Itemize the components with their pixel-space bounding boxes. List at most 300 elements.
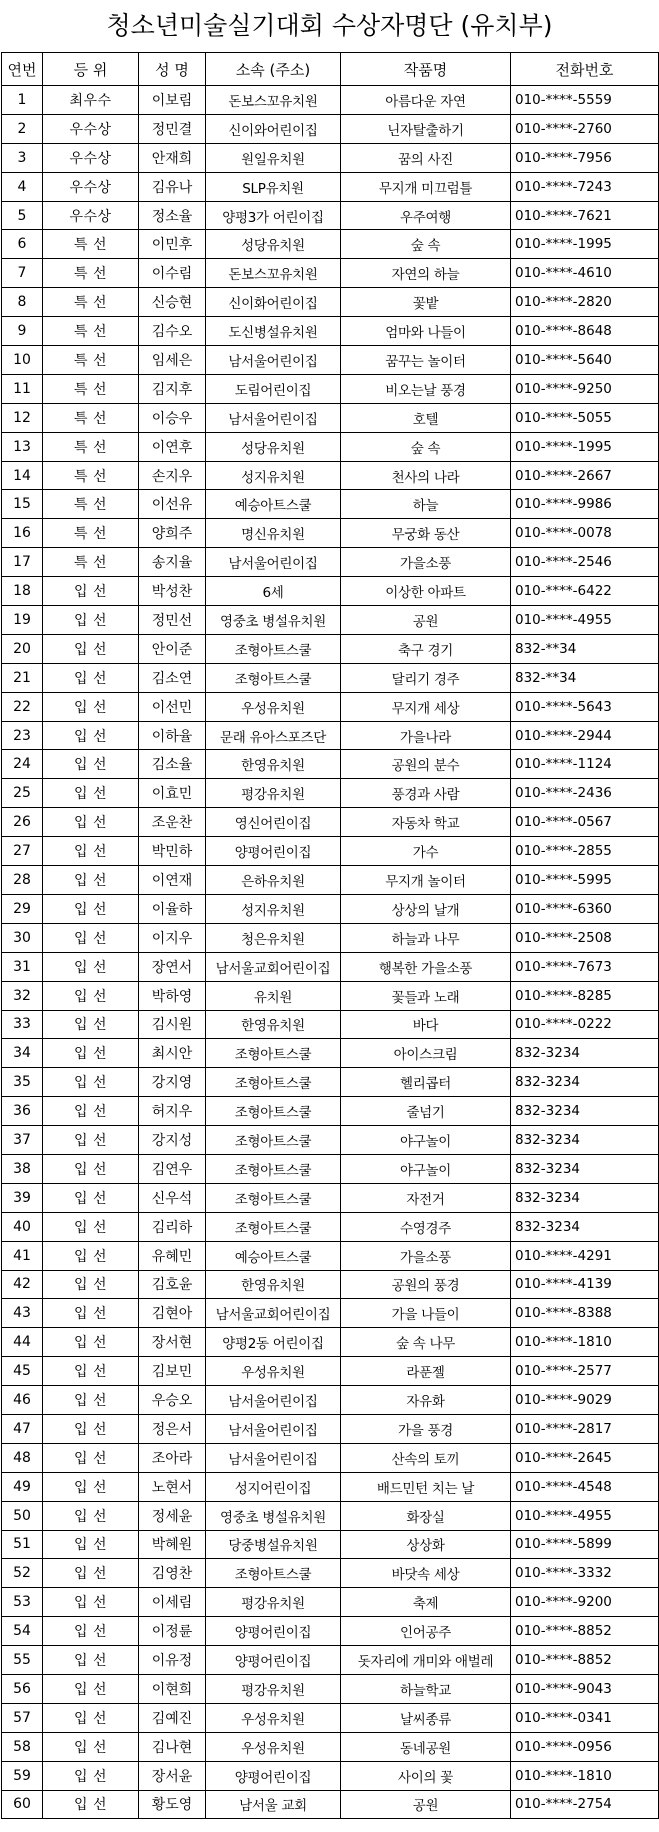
row-phone: 010-****-4610 (511, 259, 659, 288)
table-row (2, 952, 659, 981)
table-row (2, 201, 659, 230)
row-rank: 입 선 (43, 1588, 139, 1617)
row-artwork: 돗자리에 개미와 애벌레 (341, 1646, 511, 1675)
row-name: 정민선 (139, 606, 206, 635)
row-phone: 010-****-2667 (511, 461, 659, 490)
row-artwork: 자동차 학교 (341, 808, 511, 837)
table-row (2, 1501, 659, 1530)
winners-table (1, 52, 659, 1819)
row-phone: 010-****-8285 (511, 981, 659, 1010)
row-affiliation: 남서울어린이집 (206, 403, 341, 432)
row-phone: 010-****-2820 (511, 288, 659, 317)
row-affiliation: 양평2동 어린이집 (206, 1328, 341, 1357)
row-artwork: 축제 (341, 1588, 511, 1617)
row-phone: 010-****-2754 (511, 1790, 659, 1819)
table-row (2, 923, 659, 952)
table-row (2, 1328, 659, 1357)
row-number: 38 (2, 1154, 43, 1183)
row-rank: 입 선 (43, 577, 139, 606)
row-phone: 010-****-2508 (511, 923, 659, 952)
row-name: 박하영 (139, 981, 206, 1010)
row-phone: 010-****-9250 (511, 374, 659, 403)
row-artwork: 하늘 (341, 490, 511, 519)
row-name: 정세윤 (139, 1501, 206, 1530)
table-row (2, 1097, 659, 1126)
row-phone: 010-****-3332 (511, 1559, 659, 1588)
header-row (2, 53, 659, 86)
table-row (2, 1126, 659, 1155)
row-affiliation: 조형아트스쿨 (206, 1039, 341, 1068)
row-affiliation: 우성유치원 (206, 1703, 341, 1732)
row-name: 김보민 (139, 1357, 206, 1386)
row-rank: 입 선 (43, 1617, 139, 1646)
row-rank: 입 선 (43, 981, 139, 1010)
row-number: 30 (2, 923, 43, 952)
row-number: 46 (2, 1386, 43, 1415)
row-affiliation: 명신유치원 (206, 519, 341, 548)
table-row (2, 750, 659, 779)
table-row (2, 1299, 659, 1328)
row-artwork: 공원의 분수 (341, 750, 511, 779)
table-row (2, 1010, 659, 1039)
row-artwork: 바닷속 세상 (341, 1559, 511, 1588)
row-name: 안재희 (139, 143, 206, 172)
table-row (2, 634, 659, 663)
table-row (2, 1154, 659, 1183)
row-affiliation: 도신병설유치원 (206, 317, 341, 346)
row-name: 신우석 (139, 1183, 206, 1212)
row-name: 정민결 (139, 114, 206, 143)
table-row (2, 1559, 659, 1588)
row-artwork: 배드민턴 치는 날 (341, 1472, 511, 1501)
row-rank: 입 선 (43, 952, 139, 981)
row-phone: 010-****-8852 (511, 1646, 659, 1675)
row-rank: 입 선 (43, 1732, 139, 1761)
row-phone: 010-****-4291 (511, 1241, 659, 1270)
row-number: 6 (2, 230, 43, 259)
row-affiliation: 은하유치원 (206, 866, 341, 895)
row-number: 20 (2, 634, 43, 663)
row-number: 9 (2, 317, 43, 346)
table-row (2, 1443, 659, 1472)
row-artwork: 가을나라 (341, 721, 511, 750)
table-row (2, 403, 659, 432)
row-artwork: 꿈꾸는 놀이터 (341, 346, 511, 375)
table-row (2, 981, 659, 1010)
table-row (2, 1472, 659, 1501)
row-phone: 010-****-6360 (511, 894, 659, 923)
table-row (2, 1212, 659, 1241)
row-name: 김영찬 (139, 1559, 206, 1588)
row-affiliation: 도림어린이집 (206, 374, 341, 403)
row-rank: 입 선 (43, 1472, 139, 1501)
row-affiliation: 남서울어린이집 (206, 1443, 341, 1472)
row-artwork: 공원 (341, 1790, 511, 1819)
row-phone: 010-****-7243 (511, 172, 659, 201)
row-number: 56 (2, 1674, 43, 1703)
row-artwork: 가을 풍경 (341, 1414, 511, 1443)
table-row (2, 1530, 659, 1559)
row-affiliation: 조형아트스쿨 (206, 1212, 341, 1241)
row-number: 7 (2, 259, 43, 288)
row-name: 김호윤 (139, 1270, 206, 1299)
row-name: 김현아 (139, 1299, 206, 1328)
row-rank: 입 선 (43, 1039, 139, 1068)
row-affiliation: 남서울교회어린이집 (206, 952, 341, 981)
row-affiliation: 한영유치원 (206, 750, 341, 779)
row-rank: 입 선 (43, 1097, 139, 1126)
row-name: 이민후 (139, 230, 206, 259)
table-row (2, 374, 659, 403)
row-artwork: 헬리콥터 (341, 1068, 511, 1097)
row-name: 임세은 (139, 346, 206, 375)
row-name: 이유정 (139, 1646, 206, 1675)
row-number: 32 (2, 981, 43, 1010)
table-row (2, 461, 659, 490)
row-name: 신승현 (139, 288, 206, 317)
row-phone: 832-3234 (511, 1183, 659, 1212)
row-affiliation: 예승아트스쿨 (206, 490, 341, 519)
row-name: 박성찬 (139, 577, 206, 606)
row-affiliation: 양평3가 어린이집 (206, 201, 341, 230)
row-phone: 832-3234 (511, 1212, 659, 1241)
row-number: 39 (2, 1183, 43, 1212)
row-name: 강지성 (139, 1126, 206, 1155)
row-name: 노현서 (139, 1472, 206, 1501)
row-name: 이선민 (139, 692, 206, 721)
row-number: 37 (2, 1126, 43, 1155)
row-phone: 010-****-8852 (511, 1617, 659, 1646)
row-number: 42 (2, 1270, 43, 1299)
row-rank: 입 선 (43, 1328, 139, 1357)
row-rank: 입 선 (43, 1443, 139, 1472)
row-rank: 특 선 (43, 432, 139, 461)
row-name: 김시원 (139, 1010, 206, 1039)
row-name: 이보림 (139, 86, 206, 115)
row-name: 조운찬 (139, 808, 206, 837)
row-rank: 입 선 (43, 837, 139, 866)
row-phone: 010-****-2817 (511, 1414, 659, 1443)
row-rank: 입 선 (43, 1386, 139, 1415)
row-phone: 832-3234 (511, 1126, 659, 1155)
row-phone: 010-****-7673 (511, 952, 659, 981)
row-artwork: 화장실 (341, 1501, 511, 1530)
table-row (2, 1386, 659, 1415)
row-affiliation: 우성유치원 (206, 1732, 341, 1761)
row-affiliation: 남서울어린이집 (206, 1414, 341, 1443)
row-phone: 010-****-9043 (511, 1674, 659, 1703)
row-name: 이수림 (139, 259, 206, 288)
row-phone: 010-****-2645 (511, 1443, 659, 1472)
table-row (2, 1703, 659, 1732)
table-row (2, 894, 659, 923)
row-name: 이하율 (139, 721, 206, 750)
row-number: 16 (2, 519, 43, 548)
row-rank: 특 선 (43, 259, 139, 288)
row-number: 12 (2, 403, 43, 432)
header-artwork: 작품명 (341, 53, 511, 86)
row-artwork: 풍경과 사람 (341, 779, 511, 808)
table-row (2, 692, 659, 721)
row-affiliation: 영신어린이집 (206, 808, 341, 837)
row-number: 36 (2, 1097, 43, 1126)
row-name: 김나현 (139, 1732, 206, 1761)
row-phone: 010-****-7621 (511, 201, 659, 230)
row-phone: 010-****-4139 (511, 1270, 659, 1299)
row-artwork: 수영경주 (341, 1212, 511, 1241)
row-number: 13 (2, 432, 43, 461)
row-name: 김유나 (139, 172, 206, 201)
row-number: 4 (2, 172, 43, 201)
row-phone: 010-****-4955 (511, 1501, 659, 1530)
row-affiliation: 성당유치원 (206, 230, 341, 259)
row-artwork: 행복한 가을소풍 (341, 952, 511, 981)
row-rank: 입 선 (43, 634, 139, 663)
table-row (2, 432, 659, 461)
row-affiliation: 영중초 병설유치원 (206, 1501, 341, 1530)
row-affiliation: 신이화어린이집 (206, 288, 341, 317)
row-name: 김리하 (139, 1212, 206, 1241)
page-title: 청소년미술실기대회 수상자명단 (유치부) (106, 11, 553, 40)
row-name: 이연후 (139, 432, 206, 461)
row-name: 우승오 (139, 1386, 206, 1415)
row-name: 장서현 (139, 1328, 206, 1357)
table-row (2, 230, 659, 259)
row-artwork: 야구놀이 (341, 1154, 511, 1183)
row-artwork: 상상화 (341, 1530, 511, 1559)
row-name: 박혜원 (139, 1530, 206, 1559)
row-rank: 입 선 (43, 1068, 139, 1097)
row-name: 정은서 (139, 1414, 206, 1443)
row-phone: 010-****-0956 (511, 1732, 659, 1761)
row-artwork: 상상의 날개 (341, 894, 511, 923)
row-number: 1 (2, 86, 43, 115)
row-name: 강지영 (139, 1068, 206, 1097)
row-phone: 010-****-0341 (511, 1703, 659, 1732)
table-row (2, 548, 659, 577)
row-rank: 우수상 (43, 201, 139, 230)
row-artwork: 날씨종류 (341, 1703, 511, 1732)
row-number: 25 (2, 779, 43, 808)
row-name: 김소연 (139, 663, 206, 692)
row-name: 이선유 (139, 490, 206, 519)
row-rank: 입 선 (43, 1501, 139, 1530)
row-affiliation: SLP유치원 (206, 172, 341, 201)
row-name: 허지우 (139, 1097, 206, 1126)
row-rank: 우수상 (43, 172, 139, 201)
row-artwork: 꽃들과 노래 (341, 981, 511, 1010)
table-row (2, 1674, 659, 1703)
row-phone: 010-****-6422 (511, 577, 659, 606)
row-rank: 입 선 (43, 750, 139, 779)
header-phone: 전화번호 (511, 53, 659, 86)
row-number: 44 (2, 1328, 43, 1357)
row-artwork: 라푼젤 (341, 1357, 511, 1386)
row-rank: 특 선 (43, 230, 139, 259)
row-name: 김소율 (139, 750, 206, 779)
row-artwork: 우주여행 (341, 201, 511, 230)
table-body (2, 86, 659, 1819)
row-number: 14 (2, 461, 43, 490)
row-affiliation: 문래 유아스포즈단 (206, 721, 341, 750)
row-phone: 010-****-5995 (511, 866, 659, 895)
row-affiliation: 영중초 병설유치원 (206, 606, 341, 635)
row-artwork: 숲 속 (341, 230, 511, 259)
row-number: 43 (2, 1299, 43, 1328)
table-row (2, 317, 659, 346)
table-row (2, 1732, 659, 1761)
row-artwork: 동네공원 (341, 1732, 511, 1761)
row-phone: 010-****-0567 (511, 808, 659, 837)
row-affiliation: 양평어린이집 (206, 1617, 341, 1646)
row-number: 51 (2, 1530, 43, 1559)
row-rank: 우수상 (43, 143, 139, 172)
row-affiliation: 양평어린이집 (206, 837, 341, 866)
row-affiliation: 조형아트스쿨 (206, 634, 341, 663)
row-rank: 입 선 (43, 808, 139, 837)
row-rank: 우수상 (43, 114, 139, 143)
row-number: 18 (2, 577, 43, 606)
row-rank: 특 선 (43, 403, 139, 432)
table-row (2, 259, 659, 288)
row-affiliation: 성지유치원 (206, 461, 341, 490)
row-name: 정소율 (139, 201, 206, 230)
row-artwork: 천사의 나라 (341, 461, 511, 490)
row-rank: 특 선 (43, 317, 139, 346)
row-affiliation: 6세 (206, 577, 341, 606)
row-affiliation: 우성유치원 (206, 1357, 341, 1386)
row-rank: 입 선 (43, 1790, 139, 1819)
row-name: 손지우 (139, 461, 206, 490)
row-number: 47 (2, 1414, 43, 1443)
row-number: 45 (2, 1357, 43, 1386)
row-rank: 특 선 (43, 519, 139, 548)
row-phone: 010-****-1995 (511, 230, 659, 259)
row-number: 2 (2, 114, 43, 143)
row-affiliation: 우성유치원 (206, 692, 341, 721)
row-artwork: 꿈의 사진 (341, 143, 511, 172)
row-rank: 입 선 (43, 1674, 139, 1703)
row-number: 40 (2, 1212, 43, 1241)
row-number: 24 (2, 750, 43, 779)
row-name: 김연우 (139, 1154, 206, 1183)
row-affiliation: 당중병설유치원 (206, 1530, 341, 1559)
row-artwork: 자전거 (341, 1183, 511, 1212)
row-phone: 010-****-2577 (511, 1357, 659, 1386)
row-affiliation: 조형아트스쿨 (206, 1183, 341, 1212)
row-artwork: 산속의 토끼 (341, 1443, 511, 1472)
row-artwork: 무지개 미끄럼틀 (341, 172, 511, 201)
row-name: 김지후 (139, 374, 206, 403)
row-rank: 입 선 (43, 1414, 139, 1443)
row-number: 26 (2, 808, 43, 837)
row-artwork: 이상한 아파트 (341, 577, 511, 606)
row-rank: 입 선 (43, 923, 139, 952)
row-number: 35 (2, 1068, 43, 1097)
row-phone: 010-****-4955 (511, 606, 659, 635)
row-rank: 입 선 (43, 1010, 139, 1039)
row-rank: 입 선 (43, 1530, 139, 1559)
row-phone: 010-****-5055 (511, 403, 659, 432)
row-affiliation: 성지어린이집 (206, 1472, 341, 1501)
table-row (2, 1183, 659, 1212)
row-name: 황도영 (139, 1790, 206, 1819)
row-rank: 입 선 (43, 866, 139, 895)
row-artwork: 닌자탈출하기 (341, 114, 511, 143)
row-name: 조아라 (139, 1443, 206, 1472)
row-artwork: 호텔 (341, 403, 511, 432)
row-number: 53 (2, 1588, 43, 1617)
row-number: 31 (2, 952, 43, 981)
row-affiliation: 평강유치원 (206, 1674, 341, 1703)
row-name: 이효민 (139, 779, 206, 808)
table-row (2, 86, 659, 115)
table-row (2, 779, 659, 808)
row-rank: 특 선 (43, 288, 139, 317)
row-name: 이승우 (139, 403, 206, 432)
row-name: 유혜민 (139, 1241, 206, 1270)
row-affiliation: 성당유치원 (206, 432, 341, 461)
row-affiliation: 한영유치원 (206, 1010, 341, 1039)
row-rank: 특 선 (43, 346, 139, 375)
row-affiliation: 원일유치원 (206, 143, 341, 172)
table-row (2, 1588, 659, 1617)
row-artwork: 하늘학교 (341, 1674, 511, 1703)
row-affiliation: 평강유치원 (206, 779, 341, 808)
row-rank: 입 선 (43, 1299, 139, 1328)
row-rank: 최우수 (43, 86, 139, 115)
row-rank: 입 선 (43, 1761, 139, 1790)
row-rank: 입 선 (43, 1212, 139, 1241)
row-rank: 입 선 (43, 692, 139, 721)
table-row (2, 1241, 659, 1270)
row-phone: 010-****-2436 (511, 779, 659, 808)
row-name: 이정륜 (139, 1617, 206, 1646)
table-row (2, 1270, 659, 1299)
row-affiliation: 조형아트스쿨 (206, 1154, 341, 1183)
row-artwork: 사이의 꽃 (341, 1761, 511, 1790)
row-number: 21 (2, 663, 43, 692)
row-rank: 입 선 (43, 1559, 139, 1588)
row-number: 50 (2, 1501, 43, 1530)
row-rank: 입 선 (43, 1270, 139, 1299)
row-artwork: 비오는날 풍경 (341, 374, 511, 403)
row-number: 34 (2, 1039, 43, 1068)
row-rank: 입 선 (43, 1646, 139, 1675)
row-number: 19 (2, 606, 43, 635)
row-number: 28 (2, 866, 43, 895)
row-artwork: 가을 나들이 (341, 1299, 511, 1328)
row-phone: 010-****-7956 (511, 143, 659, 172)
row-artwork: 가을소풍 (341, 1241, 511, 1270)
row-affiliation: 남서울교회어린이집 (206, 1299, 341, 1328)
row-artwork: 엄마와 나들이 (341, 317, 511, 346)
table-row (2, 172, 659, 201)
table-row (2, 1414, 659, 1443)
row-number: 8 (2, 288, 43, 317)
table-row (2, 721, 659, 750)
row-number: 17 (2, 548, 43, 577)
row-rank: 입 선 (43, 779, 139, 808)
row-affiliation: 양평어린이집 (206, 1646, 341, 1675)
row-artwork: 자유화 (341, 1386, 511, 1415)
table-row (2, 1790, 659, 1819)
row-phone: 010-****-1995 (511, 432, 659, 461)
row-rank: 특 선 (43, 548, 139, 577)
row-rank: 특 선 (43, 374, 139, 403)
row-artwork: 공원의 풍경 (341, 1270, 511, 1299)
row-phone: 832-3234 (511, 1068, 659, 1097)
